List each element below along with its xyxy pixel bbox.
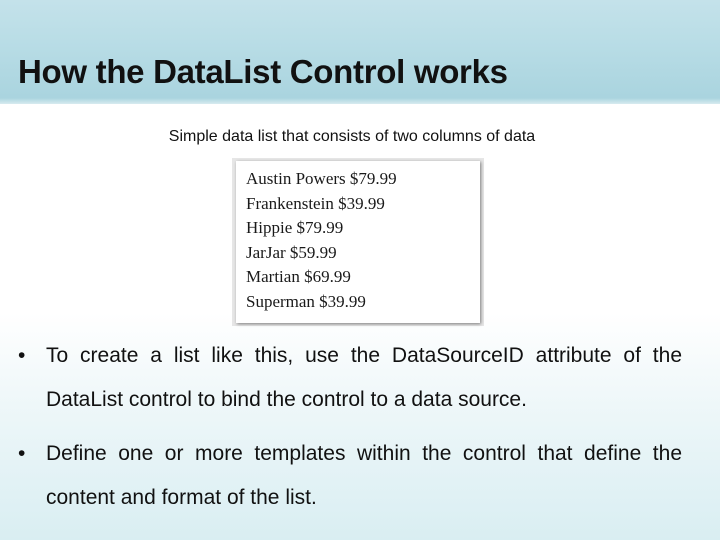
bullet-list xyxy=(18,334,682,530)
figure-caption: Simple data list that consists of two columns of data xyxy=(168,128,536,145)
data-list-item: JarJar $59.99 xyxy=(246,242,337,262)
data-list-item: Hippie $79.99 xyxy=(246,218,344,237)
data-list xyxy=(246,167,397,314)
data-list-item: Martian $69.99 xyxy=(246,267,351,286)
bullet-marker: • xyxy=(18,442,26,465)
data-list-item: Frankenstein $39.99 xyxy=(246,193,385,213)
bullet-item xyxy=(18,432,682,520)
slide-title: How the DataList Control works xyxy=(18,53,508,90)
bullet-item xyxy=(18,334,682,422)
bullet-marker: • xyxy=(18,344,26,367)
data-list-item: Austin Powers $79.99 xyxy=(246,169,397,188)
bullet-text: Define one or more templates within the control that define the content and format of the list. xyxy=(46,442,682,509)
data-list-item: Superman $39.99 xyxy=(246,291,366,311)
bullet-text: To create a list like this, use the DataSourceID attribute of the DataList control to bind the control to a data source. xyxy=(46,344,682,411)
